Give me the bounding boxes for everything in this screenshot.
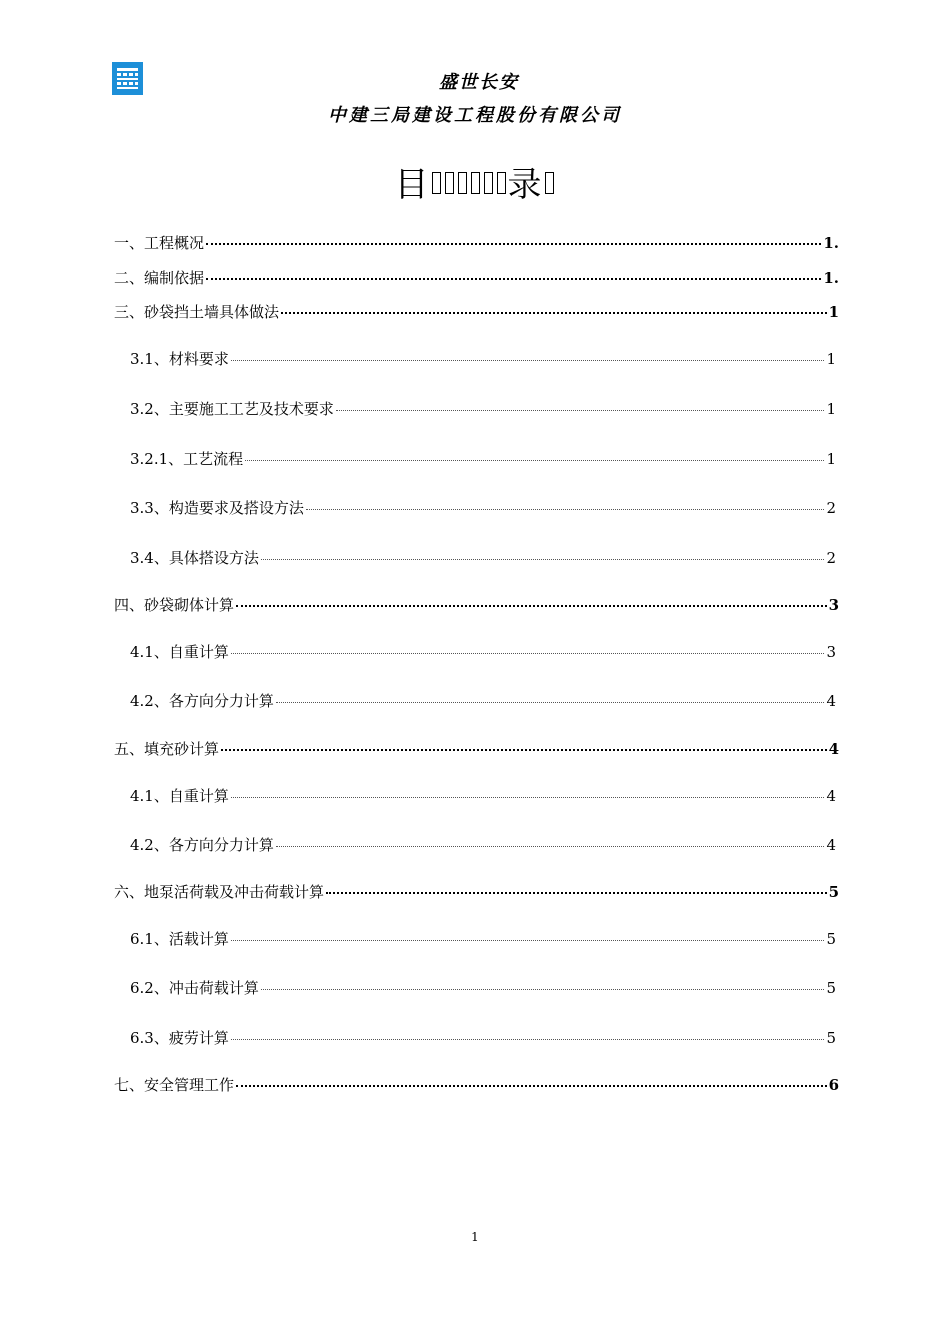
toc-entry-page: 5: [826, 1029, 836, 1047]
toc-entry-page: 1: [826, 350, 836, 368]
dot-leader: [236, 605, 827, 607]
toc-title-end: 录: [507, 165, 543, 205]
dot-leader: [245, 460, 824, 461]
dot-leader: [206, 243, 821, 245]
toc-entry-label: 3.2.1、工艺流程: [130, 450, 244, 468]
toc-entry-page: 1.: [823, 234, 839, 252]
toc-entry-page: 3: [828, 596, 839, 614]
toc-entry-label: 七、安全管理工作: [114, 1076, 235, 1094]
toc-entry-label: 4.2、各方向分力计算: [130, 692, 274, 710]
dot-leader: [236, 1085, 827, 1087]
dot-leader: [261, 989, 824, 990]
toc-entry-page: 4: [826, 836, 836, 854]
toc-entry[interactable]: [130, 690, 836, 711]
toc-entry-label: 4.1、自重计算: [130, 787, 229, 805]
toc-entry-label: 三、砂袋挡土墙具体做法: [114, 303, 280, 321]
missing-glyph-icon: [545, 172, 554, 194]
toc-entry[interactable]: [130, 928, 836, 949]
toc-entry[interactable]: [130, 641, 836, 662]
toc-entry-label: 二、编制依据: [114, 269, 205, 287]
toc-entry-label: 3.1、材料要求: [130, 350, 229, 368]
dot-leader: [326, 892, 827, 894]
toc-entry[interactable]: [130, 547, 836, 568]
toc-entry-label: 五、填充砂计算: [114, 740, 220, 758]
toc-entry[interactable]: [130, 448, 836, 469]
toc-entry-page: 3: [826, 643, 836, 661]
toc-title: [0, 157, 950, 206]
missing-glyph-icon: [471, 172, 480, 194]
page-number: 1: [471, 1230, 479, 1244]
dot-leader: [261, 559, 824, 560]
toc-entry-page: 5: [826, 979, 836, 997]
toc-entry[interactable]: [130, 348, 836, 369]
missing-glyph-icon: [484, 172, 493, 194]
dot-leader: [231, 653, 824, 654]
toc-entry[interactable]: [114, 594, 839, 615]
dot-leader: [306, 509, 824, 510]
toc-entry-label: 一、工程概况: [114, 234, 205, 252]
toc-entry[interactable]: [114, 881, 839, 902]
toc-entry-label: 6.1、活载计算: [130, 930, 229, 948]
toc-entry-page: 2: [826, 499, 836, 517]
toc-entry-page: 2: [826, 549, 836, 567]
toc-entry[interactable]: [130, 398, 836, 419]
dot-leader: [231, 1039, 824, 1040]
dot-leader: [281, 312, 827, 314]
toc-entry[interactable]: [130, 785, 836, 806]
toc-entry-page: 1: [828, 303, 839, 321]
toc-entry-label: 3.2、主要施工工艺及技术要求: [130, 400, 334, 418]
dot-leader: [231, 940, 824, 941]
toc-entry-label: 4.2、各方向分力计算: [130, 836, 274, 854]
toc-entry-page: 4: [826, 787, 836, 805]
toc-entry-label: 六、地泵活荷载及冲击荷载计算: [114, 883, 325, 901]
dot-leader: [231, 797, 824, 798]
toc-title-start: 目: [394, 165, 430, 205]
toc-entry[interactable]: [130, 834, 836, 855]
dot-leader: [276, 846, 824, 847]
project-name: 盛世长安: [439, 72, 519, 93]
toc-entry[interactable]: [114, 232, 839, 253]
toc-entry-label: 3.4、具体搭设方法: [130, 549, 259, 567]
missing-glyph-icon: [497, 172, 506, 194]
dot-leader: [276, 702, 824, 703]
dot-leader: [336, 410, 824, 411]
missing-glyph-icon: [445, 172, 454, 194]
toc-entry-label: 4.1、自重计算: [130, 643, 229, 661]
dot-leader: [221, 749, 827, 751]
company-name: 中建三局建设工程股份有限公司: [328, 105, 622, 126]
toc-entry-page: 5: [826, 930, 836, 948]
toc-entry[interactable]: [114, 301, 839, 322]
toc-entry-page: 4: [828, 740, 839, 758]
toc-entry-page: 5: [828, 883, 839, 901]
toc-entry[interactable]: [114, 267, 839, 288]
toc-entry[interactable]: [130, 1027, 836, 1048]
toc-entry[interactable]: [114, 1074, 839, 1095]
toc-entry-page: 1: [826, 400, 836, 418]
missing-glyph-icon: [458, 172, 467, 194]
toc-entry-label: 四、砂袋砌体计算: [114, 596, 235, 614]
toc-entry-page: 1.: [823, 269, 839, 287]
toc-entry-label: 3.3、构造要求及搭设方法: [130, 499, 304, 517]
dot-leader: [206, 278, 821, 280]
toc-entry-page: 6: [828, 1076, 839, 1094]
toc-entry[interactable]: [114, 738, 839, 759]
toc-entry-label: 6.3、疲劳计算: [130, 1029, 229, 1047]
toc-entry[interactable]: [130, 497, 836, 518]
toc-entry[interactable]: [130, 977, 836, 998]
toc-entry-page: 4: [826, 692, 836, 710]
dot-leader: [231, 360, 824, 361]
toc-entry-page: 1: [826, 450, 836, 468]
toc-entry-label: 6.2、冲击荷载计算: [130, 979, 259, 997]
missing-glyph-icon: [432, 172, 441, 194]
